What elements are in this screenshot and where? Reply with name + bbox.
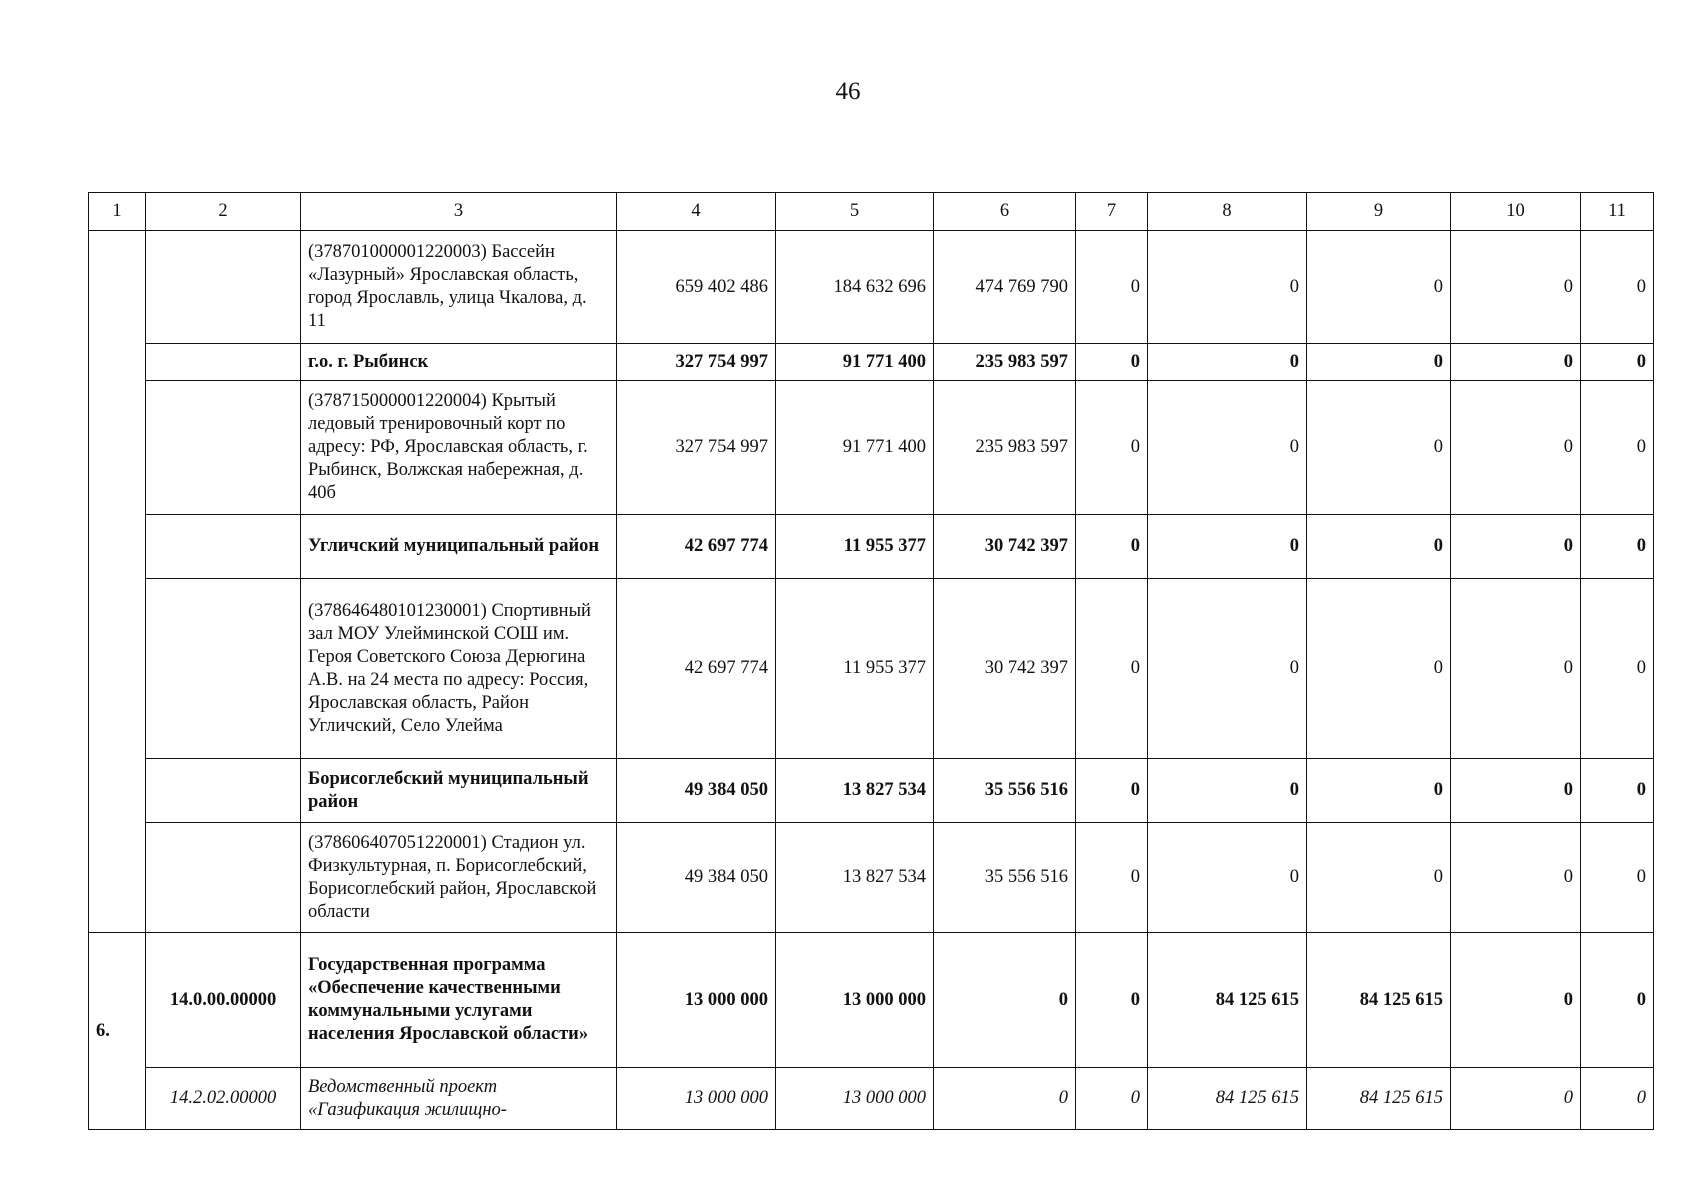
code-cell xyxy=(146,759,301,823)
value-cell: 0 xyxy=(1307,515,1451,579)
value-cell: 13 827 534 xyxy=(776,823,934,933)
header-cell: 3 xyxy=(301,193,617,231)
value-cell: 0 xyxy=(1307,231,1451,344)
value-cell: 0 xyxy=(1307,344,1451,381)
value-cell: 0 xyxy=(1076,1068,1148,1130)
value-cell: 235 983 597 xyxy=(934,344,1076,381)
value-cell: 0 xyxy=(1076,381,1148,515)
value-cell: 13 827 534 xyxy=(776,759,934,823)
value-cell: 0 xyxy=(1148,579,1307,759)
code-cell xyxy=(146,344,301,381)
name-cell: Государственная программа «Обеспечение качественными коммунальными услугами населения Ярославской области» xyxy=(301,933,617,1068)
table-row xyxy=(89,344,1654,381)
code-cell: 14.2.02.00000 xyxy=(146,1068,301,1130)
value-cell: 0 xyxy=(1307,823,1451,933)
value-cell: 13 000 000 xyxy=(617,933,776,1068)
value-cell: 0 xyxy=(1148,381,1307,515)
value-cell: 0 xyxy=(1451,933,1581,1068)
value-cell: 0 xyxy=(1148,344,1307,381)
header-cell: 6 xyxy=(934,193,1076,231)
table-row xyxy=(89,759,1654,823)
value-cell: 0 xyxy=(1307,381,1451,515)
value-cell: 42 697 774 xyxy=(617,515,776,579)
name-cell: (378606407051220001) Стадион ул. Физкультурная, п. Борисоглебский, Борисоглебский район, Ярославской области xyxy=(301,823,617,933)
value-cell: 30 742 397 xyxy=(934,579,1076,759)
section-index-cell: 6. xyxy=(89,933,146,1130)
table-row xyxy=(89,515,1654,579)
budget-table xyxy=(88,192,1654,1130)
value-cell: 0 xyxy=(1148,231,1307,344)
value-cell: 0 xyxy=(1451,823,1581,933)
header-cell: 4 xyxy=(617,193,776,231)
value-cell: 13 000 000 xyxy=(776,1068,934,1130)
value-cell: 0 xyxy=(1451,515,1581,579)
value-cell: 42 697 774 xyxy=(617,579,776,759)
value-cell: 327 754 997 xyxy=(617,344,776,381)
value-cell: 0 xyxy=(1076,515,1148,579)
value-cell: 0 xyxy=(1451,579,1581,759)
value-cell: 30 742 397 xyxy=(934,515,1076,579)
value-cell: 13 000 000 xyxy=(776,933,934,1068)
name-cell: г.о. г. Рыбинск xyxy=(301,344,617,381)
value-cell: 49 384 050 xyxy=(617,823,776,933)
value-cell: 0 xyxy=(1581,231,1654,344)
value-cell: 0 xyxy=(934,933,1076,1068)
header-cell: 11 xyxy=(1581,193,1654,231)
index-cell-empty xyxy=(89,231,146,933)
value-cell: 0 xyxy=(1581,759,1654,823)
value-cell: 13 000 000 xyxy=(617,1068,776,1130)
value-cell: 0 xyxy=(1451,381,1581,515)
value-cell: 0 xyxy=(1307,759,1451,823)
value-cell: 659 402 486 xyxy=(617,231,776,344)
value-cell: 0 xyxy=(1076,579,1148,759)
value-cell: 84 125 615 xyxy=(1307,1068,1451,1130)
value-cell: 235 983 597 xyxy=(934,381,1076,515)
name-cell: (378715000001220004) Крытый ледовый тренировочный корт по адресу: РФ, Ярославская область, г. Рыбинск, Волжская набережная, д. 40б xyxy=(301,381,617,515)
value-cell: 35 556 516 xyxy=(934,823,1076,933)
code-cell xyxy=(146,515,301,579)
value-cell: 49 384 050 xyxy=(617,759,776,823)
value-cell: 0 xyxy=(1451,344,1581,381)
table-row xyxy=(89,579,1654,759)
value-cell: 0 xyxy=(1076,933,1148,1068)
code-cell xyxy=(146,231,301,344)
header-cell: 2 xyxy=(146,193,301,231)
name-cell: Борисоглебский муниципальный район xyxy=(301,759,617,823)
value-cell: 0 xyxy=(1581,344,1654,381)
value-cell: 0 xyxy=(1076,231,1148,344)
value-cell: 0 xyxy=(1148,515,1307,579)
name-cell: (378646480101230001) Спортивный зал МОУ Улейминской СОШ им. Героя Советского Союза Дерюгина А.В. на 24 места по адресу: Россия, Ярославская область, Район Угличский, Село Улейма xyxy=(301,579,617,759)
value-cell: 184 632 696 xyxy=(776,231,934,344)
value-cell: 0 xyxy=(1307,579,1451,759)
header-cell: 1 xyxy=(89,193,146,231)
page-number: 46 xyxy=(835,78,861,105)
table-row xyxy=(89,231,1654,344)
value-cell: 11 955 377 xyxy=(776,579,934,759)
value-cell: 35 556 516 xyxy=(934,759,1076,823)
value-cell: 91 771 400 xyxy=(776,344,934,381)
value-cell: 0 xyxy=(1148,823,1307,933)
value-cell: 0 xyxy=(1581,515,1654,579)
value-cell: 91 771 400 xyxy=(776,381,934,515)
name-cell: Угличский муниципальный район xyxy=(301,515,617,579)
table-row xyxy=(89,933,1654,1068)
header-cell: 7 xyxy=(1076,193,1148,231)
value-cell: 0 xyxy=(1581,381,1654,515)
table-header-row xyxy=(89,193,1654,231)
value-cell: 0 xyxy=(934,1068,1076,1130)
header-cell: 10 xyxy=(1451,193,1581,231)
code-cell xyxy=(146,381,301,515)
value-cell: 84 125 615 xyxy=(1148,933,1307,1068)
value-cell: 0 xyxy=(1581,579,1654,759)
value-cell: 0 xyxy=(1076,823,1148,933)
value-cell: 474 769 790 xyxy=(934,231,1076,344)
value-cell: 0 xyxy=(1076,344,1148,381)
header-cell: 9 xyxy=(1307,193,1451,231)
value-cell: 84 125 615 xyxy=(1307,933,1451,1068)
value-cell: 0 xyxy=(1148,759,1307,823)
value-cell: 0 xyxy=(1581,933,1654,1068)
table-row xyxy=(89,381,1654,515)
code-cell: 14.0.00.00000 xyxy=(146,933,301,1068)
value-cell: 84 125 615 xyxy=(1148,1068,1307,1130)
code-cell xyxy=(146,579,301,759)
value-cell: 0 xyxy=(1451,231,1581,344)
value-cell: 0 xyxy=(1076,759,1148,823)
header-cell: 8 xyxy=(1148,193,1307,231)
value-cell: 0 xyxy=(1451,1068,1581,1130)
value-cell: 327 754 997 xyxy=(617,381,776,515)
table-row xyxy=(89,823,1654,933)
value-cell: 11 955 377 xyxy=(776,515,934,579)
code-cell xyxy=(146,823,301,933)
name-cell: (378701000001220003) Бассейн «Лазурный» Ярославская область, город Ярославль, улица Чкалова, д. 11 xyxy=(301,231,617,344)
value-cell: 0 xyxy=(1581,1068,1654,1130)
table-row xyxy=(89,1068,1654,1130)
header-cell: 5 xyxy=(776,193,934,231)
value-cell: 0 xyxy=(1581,823,1654,933)
name-cell: Ведомственный проект «Газификация жилищно- xyxy=(301,1068,617,1130)
value-cell: 0 xyxy=(1451,759,1581,823)
